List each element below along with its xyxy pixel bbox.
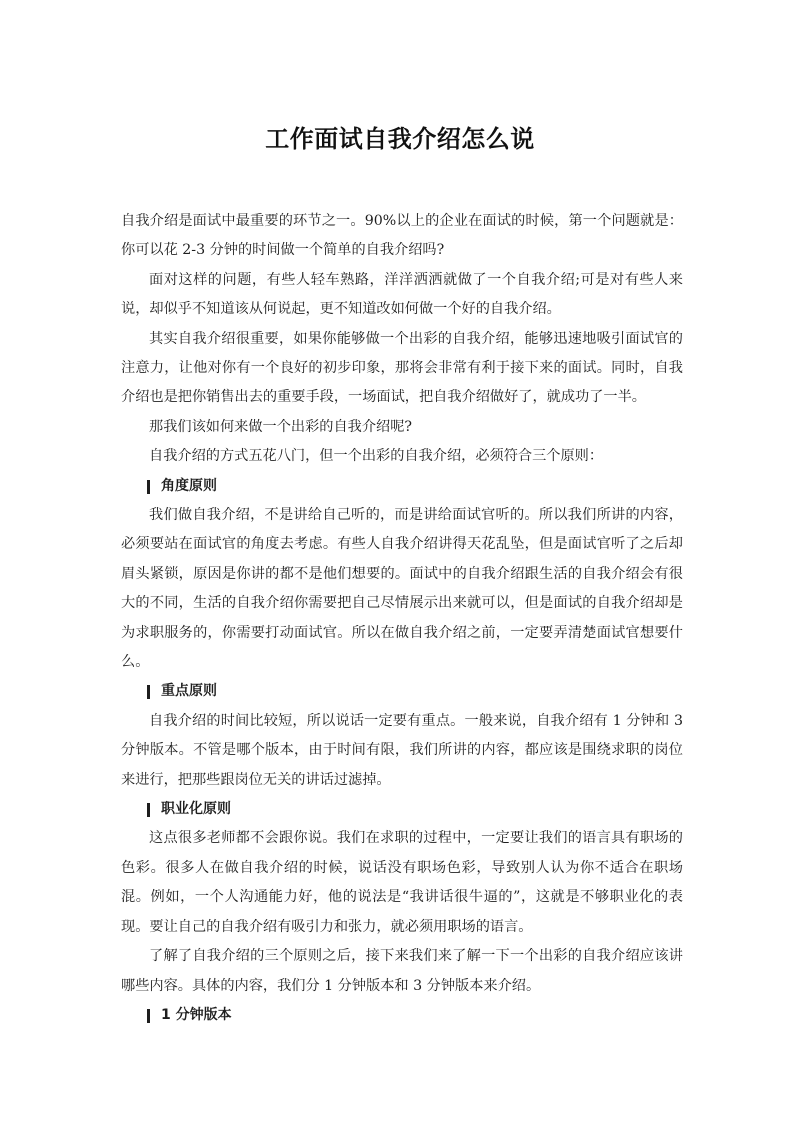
- section-heading-angle: [121, 472, 683, 501]
- page-title: 工作面试自我介绍怎么说: [265, 125, 535, 153]
- section-heading-text: 1 分钟版本: [161, 1006, 232, 1023]
- heading-bar-icon: [147, 803, 150, 817]
- section-heading-professional: [121, 795, 683, 824]
- document-body: [121, 207, 683, 1030]
- paragraph: 自我介绍的方式五花八门，但一个出彩的自我介绍，必须符合三个原则：: [149, 448, 604, 465]
- paragraph: 了解了自我介绍的三个原则之后，接下来我们来了解一下一个出彩的自我介绍应该讲哪些内容。具体的内容，我们分 1 分钟版本和 3 分钟版本来介绍。: [121, 948, 683, 994]
- section-heading-text: 职业化原则: [161, 801, 231, 818]
- section-heading-one-minute: [121, 1001, 683, 1030]
- heading-bar-icon: [147, 685, 150, 699]
- section-heading-text: 角度原则: [161, 477, 217, 494]
- section-heading-focus: [121, 677, 683, 706]
- paragraph: 面对这样的问题，有些人轻车熟路，洋洋洒洒就做了一个自我介绍;可是对有些人来说，却似乎不知道该从何说起，更不知道改如何做一个好的自我介绍。: [121, 271, 683, 318]
- heading-bar-icon: [147, 1009, 150, 1023]
- paragraph-intro: 自我介绍是面试中最重要的环节之一。90%以上的企业在面试的时候，第一个问题就是：你可以花 2-3 分钟的时间做一个简单的自我介绍吗?: [121, 213, 683, 259]
- heading-bar-icon: [147, 480, 150, 494]
- paragraph: 自我介绍的时间比较短，所以说话一定要有重点。一般来说，自我介绍有 1 分钟和 3 分钟版本。不管是哪个版本，由于时间有限，我们所讲的内容，都应该是围绕求职的岗位来进行，把那些跟岗位无关的讲话过滤掉。: [121, 712, 683, 788]
- paragraph: 那我们该如何来做一个出彩的自我介绍呢?: [149, 418, 412, 435]
- section-heading-text: 重点原则: [161, 683, 217, 700]
- paragraph: 这点很多老师都不会跟你说。我们在求职的过程中，一定要让我们的语言具有职场的色彩。很多人在做自我介绍的时候，说话没有职场色彩，导致别人认为你不适合在职场混。例如，一个人沟通能力好，他的说法是“我讲话很牛逼的”，这就是不够职业化的表现。要让自己的自我介绍有吸引力和张力，就必须用职场的语言。: [121, 830, 683, 935]
- paragraph: 其实自我介绍很重要，如果你能够做一个出彩的自我介绍，能够迅速地吸引面试官的注意力，让他对你有一个良好的初步印象，那将会非常有利于接下来的面试。同时，自我介绍也是把你销售出去的重要手段，一场面试，把自我介绍做好了，就成功了一半。: [121, 330, 683, 406]
- paragraph: 我们做自我介绍，不是讲给自己听的，而是讲给面试官听的。所以我们所讲的内容，必须要站在面试官的角度去考虑。有些人自我介绍讲得天花乱坠，但是面试官听了之后却眉头紧锁，原因是你讲的都不是他们想要的。面试中的自我介绍跟生活的自我介绍会有很大的不同，生活的自我介绍你需要把自己尽情展示出来就可以，但是面试的自我介绍却是为求职服务的，你需要打动面试官。所以在做自我介绍之前，一定要弄清楚面试官想要什么。: [121, 507, 683, 671]
